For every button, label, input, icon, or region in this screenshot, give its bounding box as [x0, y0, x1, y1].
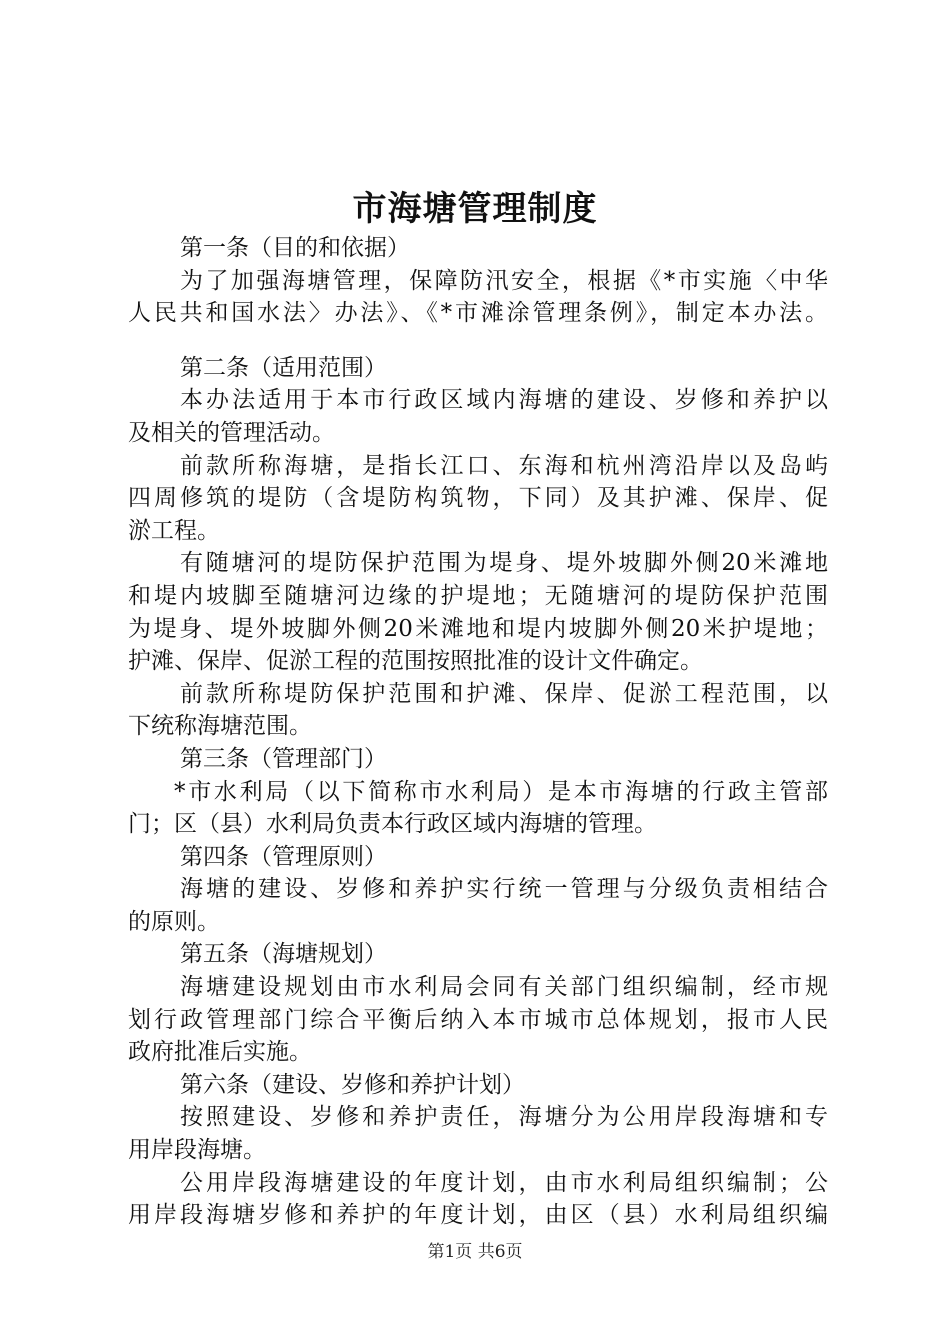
text-line: 海塘的建设、岁修和养护实行统一管理与分级负责相结合	[180, 876, 828, 903]
document-body	[128, 232, 828, 1232]
text-line: 前款所称堤防保护范围和护滩、保岸、促淤工程范围，以	[180, 680, 828, 707]
text-line: *市水利局（以下简称市水利局）是本市海塘的行政主管部	[174, 778, 828, 805]
text-line: 第五条（海塘规划）	[180, 941, 387, 968]
text-line: 按照建设、岁修和养护责任，海塘分为公用岸段海塘和专	[180, 1104, 828, 1131]
text-line: 本办法适用于本市行政区域内海塘的建设、岁修和养护以	[180, 387, 828, 414]
text-line: 第六条（建设、岁修和养护计划）	[180, 1071, 525, 1098]
text-line: 第三条（管理部门）	[180, 745, 387, 772]
text-line: 有随塘河的堤防保护范围为堤身、堤外坡脚外侧20米滩地	[180, 550, 828, 577]
text-line: 下统称海塘范围。	[128, 713, 312, 740]
page-title: 市海塘管理制度	[352, 189, 598, 229]
text-line: 的原则。	[128, 908, 220, 935]
text-line: 政府批准后实施。	[128, 1039, 312, 1066]
text-line: 为了加强海塘管理，保障防汛安全，根据《*市实施〈中华	[180, 267, 828, 294]
text-line: 公用岸段海塘建设的年度计划，由市水利局组织编制；公	[180, 1169, 828, 1196]
text-line: 海塘建设规划由市水利局会同有关部门组织编制，经市规	[180, 974, 828, 1001]
text-line: 用岸段海塘。	[128, 1137, 266, 1164]
text-line: 四周修筑的堤防（含堤防构筑物，下同）及其护滩、保岸、促	[128, 485, 828, 512]
text-line: 及相关的管理活动。	[128, 419, 335, 446]
text-line: 门；区（县）水利局负责本行政区域内海塘的管理。	[128, 811, 657, 838]
text-line: 划行政管理部门综合平衡后纳入本市城市总体规划，报市人民	[128, 1006, 828, 1033]
text-line: 护滩、保岸、促淤工程的范围按照批准的设计文件确定。	[128, 648, 703, 675]
text-line: 用岸段海塘岁修和养护的年度计划，由区（县）水利局组织编	[128, 1202, 828, 1229]
text-line: 前款所称海塘，是指长江口、东海和杭州湾沿岸以及岛屿	[180, 452, 828, 479]
text-line: 第二条（适用范围）	[180, 354, 387, 381]
text-line: 第四条（管理原则）	[180, 843, 387, 870]
text-line: 和堤内坡脚至随塘河边缘的护堤地；无随塘河的堤防保护范围	[128, 582, 828, 609]
text-line: 第一条（目的和依据）	[180, 235, 410, 261]
text-line: 为堤身、堤外坡脚外侧20米滩地和堤内坡脚外侧20米护堤地；	[128, 615, 828, 642]
paragraph-gap	[128, 330, 828, 352]
text-line: 人民共和国水法〉办法》、《*市滩涂管理条例》，制定本办法。	[128, 300, 828, 327]
page-number: 第1页 共6页	[427, 1242, 523, 1262]
text-line: 淤工程。	[128, 517, 220, 544]
